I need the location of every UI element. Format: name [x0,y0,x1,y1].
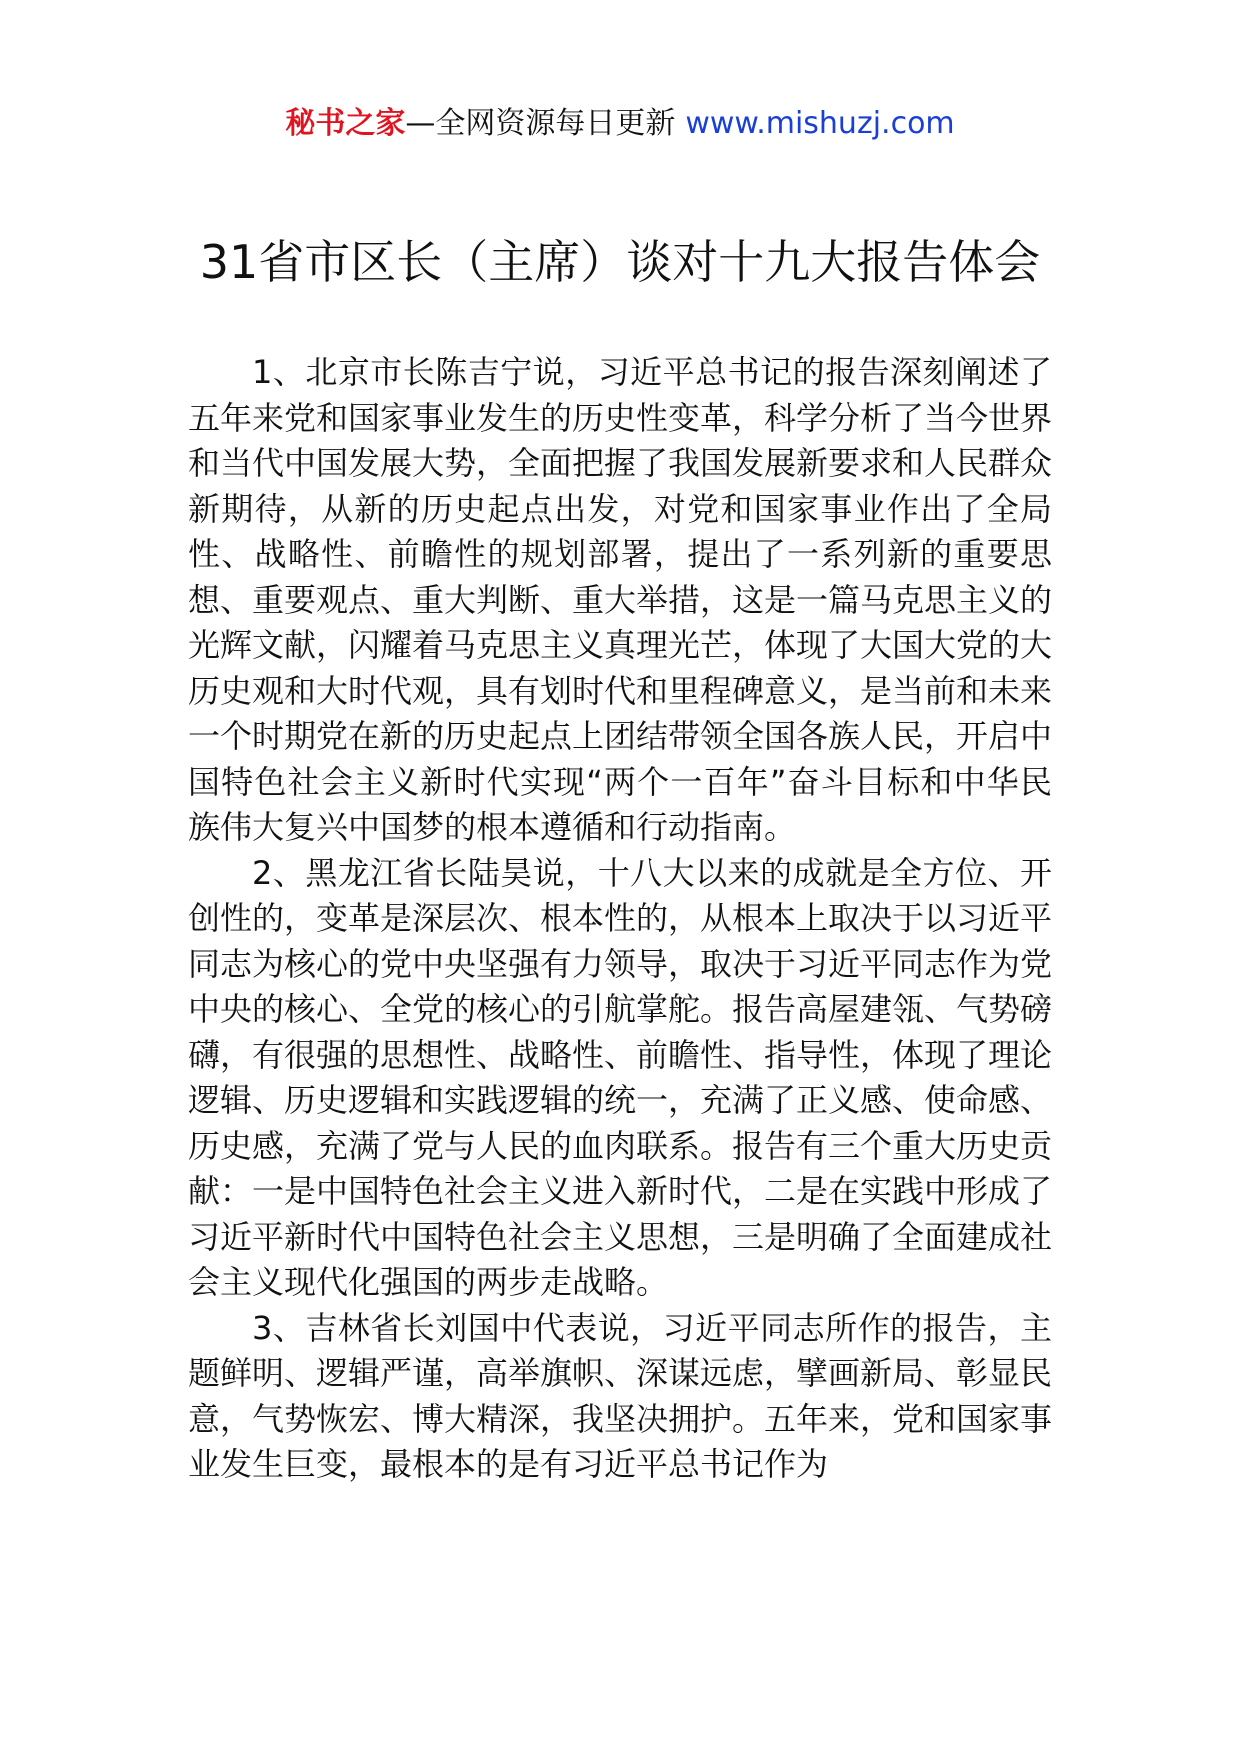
document-body [188,350,1052,1488]
paragraph-1: 1、北京市长陈吉宁说，习近平总书记的报告深刻阐述了五年来党和国家事业发生的历史性变革，科学分析了当今世界和当代中国发展大势，全面把握了我国发展新要求和人民群众新期待，从新的历史起点出发，对党和国家事业作出了全局性、战略性、前瞻性的规划部署，提出了一系列新的重要思想、重要观点、重大判断、重大举措，这是一篇马克思主义的光辉文献，闪耀着马克思主义真理光芒，体现了大国大党的大历史观和大时代观，具有划时代和里程碑意义，是当前和未来一个时期党在新的历史起点上团结带领全国各族人民，开启中国特色社会主义新时代实现“两个一百年”奋斗目标和中华民族伟大复兴中国梦的根本遵循和行动指南。 [188,353,1053,846]
document-title: 31省市区长（主席）谈对十九大报告体会 [199,235,1041,289]
site-header [0,100,1240,148]
paragraph-3: 3、吉林省长刘国中代表说，习近平同志所作的报告，主题鲜明、逻辑严谨，高举旗帜、深谋远虑，擘画新局、彰显民意，气势恢宏、博大精深，我坚决拥护。五年来，党和国家事业发生巨变，最根本的是有习近平总书记作为 [188,1308,1053,1483]
header-slogan: —全网资源每日更新 [405,106,676,141]
paragraph-2: 2、黑龙江省长陆昊说，十八大以来的成就是全方位、开创性的，变革是深层次、根本性的，从根本上取决于以习近平同志为核心的党中央坚强有力领导，取决于习近平同志作为党中央的核心、全党的核心的引航掌舵。报告高屋建瓴、气势磅礴，有很强的思想性、战略性、前瞻性、指导性，体现了理论逻辑、历史逻辑和实践逻辑的统一，充满了正义感、使命感、历史感，充满了党与人民的血肉联系。报告有三个重大历史贡献：一是中国特色社会主义进入新时代，二是在实践中形成了习近平新时代中国特色社会主义思想，三是明确了全面建成社会主义现代化强国的两步走战略。 [188,853,1053,1301]
site-url-link[interactable]: www.mishuzj.com [685,106,955,141]
brand-name: 秘书之家 [285,106,406,141]
